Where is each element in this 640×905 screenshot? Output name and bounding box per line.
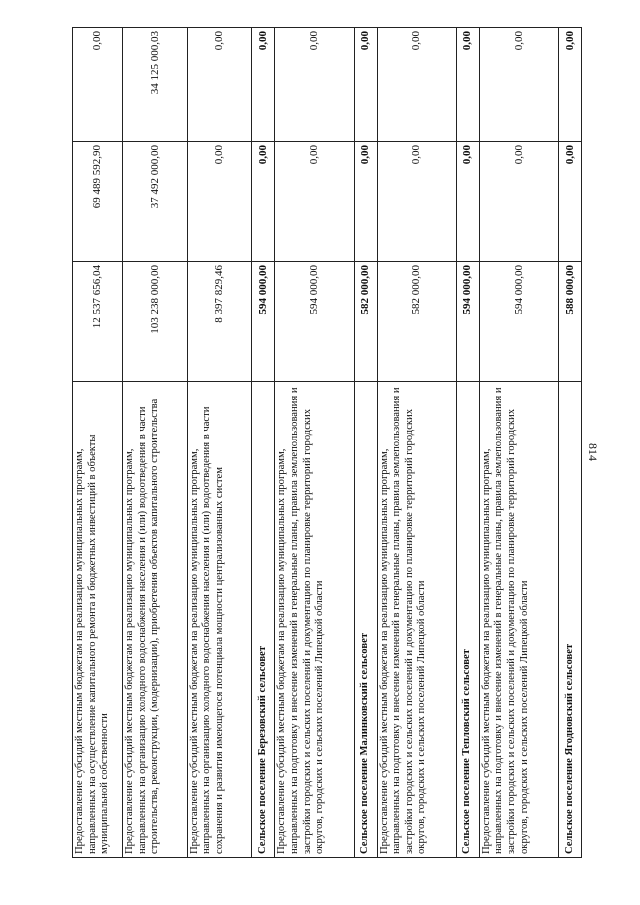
table-row xyxy=(456,28,479,858)
value-cell-3: 0,00 xyxy=(275,28,354,142)
value-cell-1: 103 238 000,00 xyxy=(123,262,188,382)
value-cell-2: 0,00 xyxy=(377,142,456,262)
value-cell-2: 0,00 xyxy=(354,142,377,262)
value-cell-1: 594 000,00 xyxy=(252,262,275,382)
value-cell-3: 0,00 xyxy=(558,28,581,142)
value-cell-1: 588 000,00 xyxy=(558,262,581,382)
row-name-cell: Сельское поселение Тепловский сельсовет xyxy=(456,382,479,858)
row-name-cell: Предоставление субсидий местным бюджетам на реализацию муниципальных программ, направленных на подготовку и внесение изменений в генеральные планы, правила землепользования и застройки городских и сельских поселений и документацию по планировке территорий городских округов, городских и сельских поселений Липецкой области xyxy=(479,382,558,858)
table-row xyxy=(558,28,581,858)
value-cell-1: 594 000,00 xyxy=(456,262,479,382)
page-number: 814 xyxy=(586,443,600,461)
table-row xyxy=(354,28,377,858)
value-cell-2: 0,00 xyxy=(252,142,275,262)
value-cell-1: 582 000,00 xyxy=(377,262,456,382)
table-row xyxy=(123,28,188,858)
value-cell-2: 0,00 xyxy=(479,142,558,262)
budget-table-container xyxy=(72,28,582,858)
value-cell-3: 0,00 xyxy=(377,28,456,142)
value-cell-3: 0,00 xyxy=(354,28,377,142)
value-cell-1: 12 537 656,04 xyxy=(73,262,123,382)
row-name-cell: Предоставление субсидий местным бюджетам на реализацию муниципальных программ, направленных на организацию холодного водоснабжения населения и (или) водоотведения в части сохранения и развития имеющегося потенциала мощности централизованных систем xyxy=(187,382,252,858)
value-cell-2: 0,00 xyxy=(187,142,252,262)
row-name-cell: Сельское поселение Березовский сельсовет xyxy=(252,382,275,858)
value-cell-1: 582 000,00 xyxy=(354,262,377,382)
value-cell-2: 69 489 592,90 xyxy=(73,142,123,262)
row-name-cell: Предоставление субсидий местным бюджетам на реализацию муниципальных программ, направленных на организацию холодного водоснабжения населения и (или) водоотведения в части строительства, реконструкции, (модернизации), приобретения объектов капитального строительства xyxy=(123,382,188,858)
row-name-cell: Сельское поселение Ягодновский сельсовет xyxy=(558,382,581,858)
value-cell-2: 0,00 xyxy=(558,142,581,262)
value-cell-2: 0,00 xyxy=(456,142,479,262)
row-name-cell: Предоставление субсидий местным бюджетам на реализацию муниципальных программ, направленных на осуществление капитального ремонта и бюджетных инвестиций в объекты муниципальной собственности xyxy=(73,382,123,858)
value-cell-2: 37 492 000,00 xyxy=(123,142,188,262)
table-row xyxy=(187,28,252,858)
value-cell-1: 594 000,00 xyxy=(479,262,558,382)
budget-table xyxy=(72,27,582,858)
row-name-cell: Предоставление субсидий местным бюджетам на реализацию муниципальных программ, направленных на подготовку и внесение изменений в генеральные планы, правила землепользования и застройки городских и сельских поселений и документацию по планировке территорий городских округов, городских и сельских поселений Липецкой области xyxy=(275,382,354,858)
table-row xyxy=(252,28,275,858)
row-name-cell: Сельское поселение Малинковский сельсовет xyxy=(354,382,377,858)
value-cell-3: 0,00 xyxy=(252,28,275,142)
value-cell-3: 0,00 xyxy=(479,28,558,142)
table-row xyxy=(73,28,123,858)
value-cell-2: 0,00 xyxy=(275,142,354,262)
table-row xyxy=(479,28,558,858)
table-row xyxy=(275,28,354,858)
value-cell-3: 0,00 xyxy=(73,28,123,142)
table-row xyxy=(377,28,456,858)
value-cell-1: 8 397 829,46 xyxy=(187,262,252,382)
value-cell-1: 594 000,00 xyxy=(275,262,354,382)
value-cell-3: 34 125 000,03 xyxy=(123,28,188,142)
row-name-cell: Предоставление субсидий местным бюджетам на реализацию муниципальных программ, направленных на подготовку и внесение изменений в генеральные планы, правила землепользования и застройки городских и сельских поселений и документацию по планировке территорий городских округов, городских и сельских поселений Липецкой области xyxy=(377,382,456,858)
value-cell-3: 0,00 xyxy=(187,28,252,142)
value-cell-3: 0,00 xyxy=(456,28,479,142)
